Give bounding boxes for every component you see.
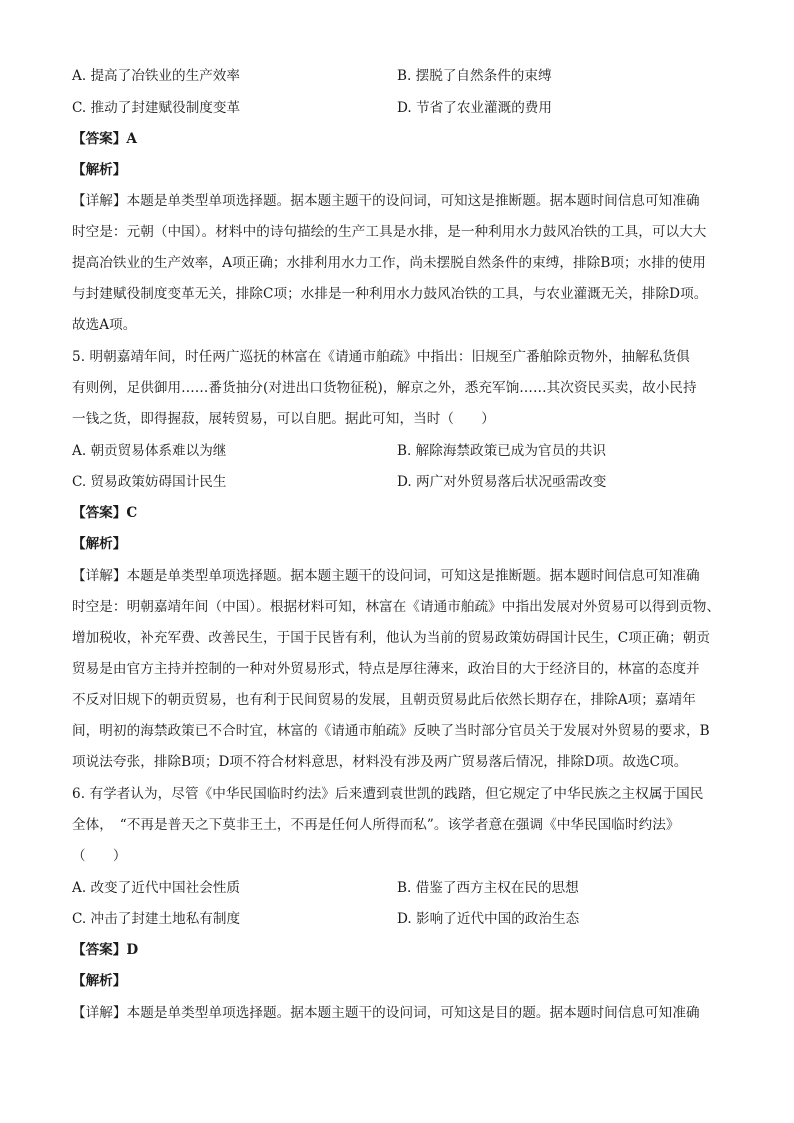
q4-answer: 【答案】A <box>72 131 137 147</box>
q5-detail-line: 贸易是由官方主持并控制的一种对外贸易形式，特点是厚往薄来，政治目的大于经济目的，林富的态度并 <box>72 661 700 677</box>
q4-detail-line: 与封建赋役制度变革无关，排除C项；水排是一种利用水力鼓风冶铁的工具，与农业灌溉无关，排除D项。 <box>72 286 708 302</box>
q5-option-b: B. 解除海禁政策已成为官员的共识 <box>397 443 606 459</box>
q5-stem-line: 有则例，足供御用……番货抽分(对进出口货物征税)，解京之外，悉充军饷……其次资民买卖，故小民持 <box>72 380 697 396</box>
q5-detail-line: 【详解】本题是单类型单项选择题。据本题主题干的设问词，可知这是推断题。据本题时间信息可知准确 <box>72 568 700 584</box>
q4-option-c: C. 推动了封建赋役制度变革 <box>72 100 241 116</box>
q6-stem-line: （ ） <box>72 848 127 864</box>
q4-detail-line: 提高冶铁业的生产效率，A项正确；水排利用水力工作，尚未摆脱自然条件的束缚，排除B项；水排的使用 <box>72 255 706 271</box>
q6-option-c: C. 冲击了封建土地私有制度 <box>72 911 241 927</box>
q4-option-b: B. 摆脱了自然条件的束缚 <box>397 68 552 84</box>
q4-detail-line: 【详解】本题是单类型单项选择题。据本题主题干的设问词，可知这是推断题。据本题时间信息可知准确 <box>72 193 700 209</box>
q6-stem-line: 全体， “不再是普天之下莫非王土，不再是任何人所得而私”。该学者意在强调《中华民国临时约法》 <box>72 817 680 833</box>
q4-option-d: D. 节省了农业灌溉的费用 <box>397 100 552 116</box>
q6-option-b: B. 借鉴了西方主权在民的思想 <box>397 880 579 896</box>
q5-option-a: A. 朝贡贸易体系难以为继 <box>72 443 227 459</box>
q6-stem-line: 6. 有学者认为，尽管《中华民国临时约法》后来遭到袁世凯的践踏，但它规定了中华民族之主权属于国民 <box>72 786 704 802</box>
q5-answer: 【答案】C <box>72 505 138 521</box>
q5-detail-line: 项说法夸张，排除B项；D项不符合材料意思，材料没有涉及两广贸易落后情况，排除D项。故选C项。 <box>72 754 688 770</box>
q5-stem-line: 5. 明朝嘉靖年间，时任两广巡抚的林富在《请通市舶疏》中指出：旧规至广番舶除贡物外，抽解私货俱 <box>72 349 690 365</box>
q4-analysis-label: 【解析】 <box>72 162 127 178</box>
q4-option-a: A. 提高了冶铁业的生产效率 <box>72 68 240 84</box>
q6-detail-line: 【详解】本题是单类型单项选择题。据本题主题干的设问词，可知这是目的题。据本题时间信息可知准确 <box>72 1005 700 1021</box>
q4-detail-line: 时空是：元朝（中国）。材料中的诗句描绘的生产工具是水排，是一种利用水力鼓风冶铁的工具，可以大大 <box>72 224 707 240</box>
q5-detail-line: 增加税收，补充军费、改善民生，于国于民皆有利，他认为当前的贸易政策妨碍国计民生，C项正确；朝贡 <box>72 630 711 646</box>
q6-option-d: D. 影响了近代中国的政治生态 <box>397 911 580 927</box>
q5-stem-line: 一钱之货，即得握菽，展转贸易，可以自肥。据此可知，当时（ ） <box>72 411 495 427</box>
q5-option-c: C. 贸易政策妨碍国计民生 <box>72 474 227 490</box>
q5-detail-line: 间，明初的海禁政策已不合时宜，林富的《请通市舶疏》反映了当时部分官员关于发展对外贸易的要求，B <box>72 723 710 739</box>
q6-option-a: A. 改变了近代中国社会性质 <box>72 880 240 896</box>
q5-analysis-label: 【解析】 <box>72 536 127 552</box>
q6-answer: 【答案】D <box>72 942 139 958</box>
q5-detail-line: 不反对旧规下的朝贡贸易，也有利于民间贸易的发展，且朝贡贸易此后依然长期存在，排除A项；嘉靖年 <box>72 692 696 708</box>
q5-detail-line: 时空是：明朝嘉靖年间（中国）。根据材料可知，林富在《请通市舶疏》中指出发展对外贸易可以得到贡物、 <box>72 599 721 615</box>
q6-analysis-label: 【解析】 <box>72 973 127 989</box>
q5-option-d: D. 两广对外贸易落后状况亟需改变 <box>397 474 607 490</box>
q4-detail-line: 故选A项。 <box>72 317 137 333</box>
